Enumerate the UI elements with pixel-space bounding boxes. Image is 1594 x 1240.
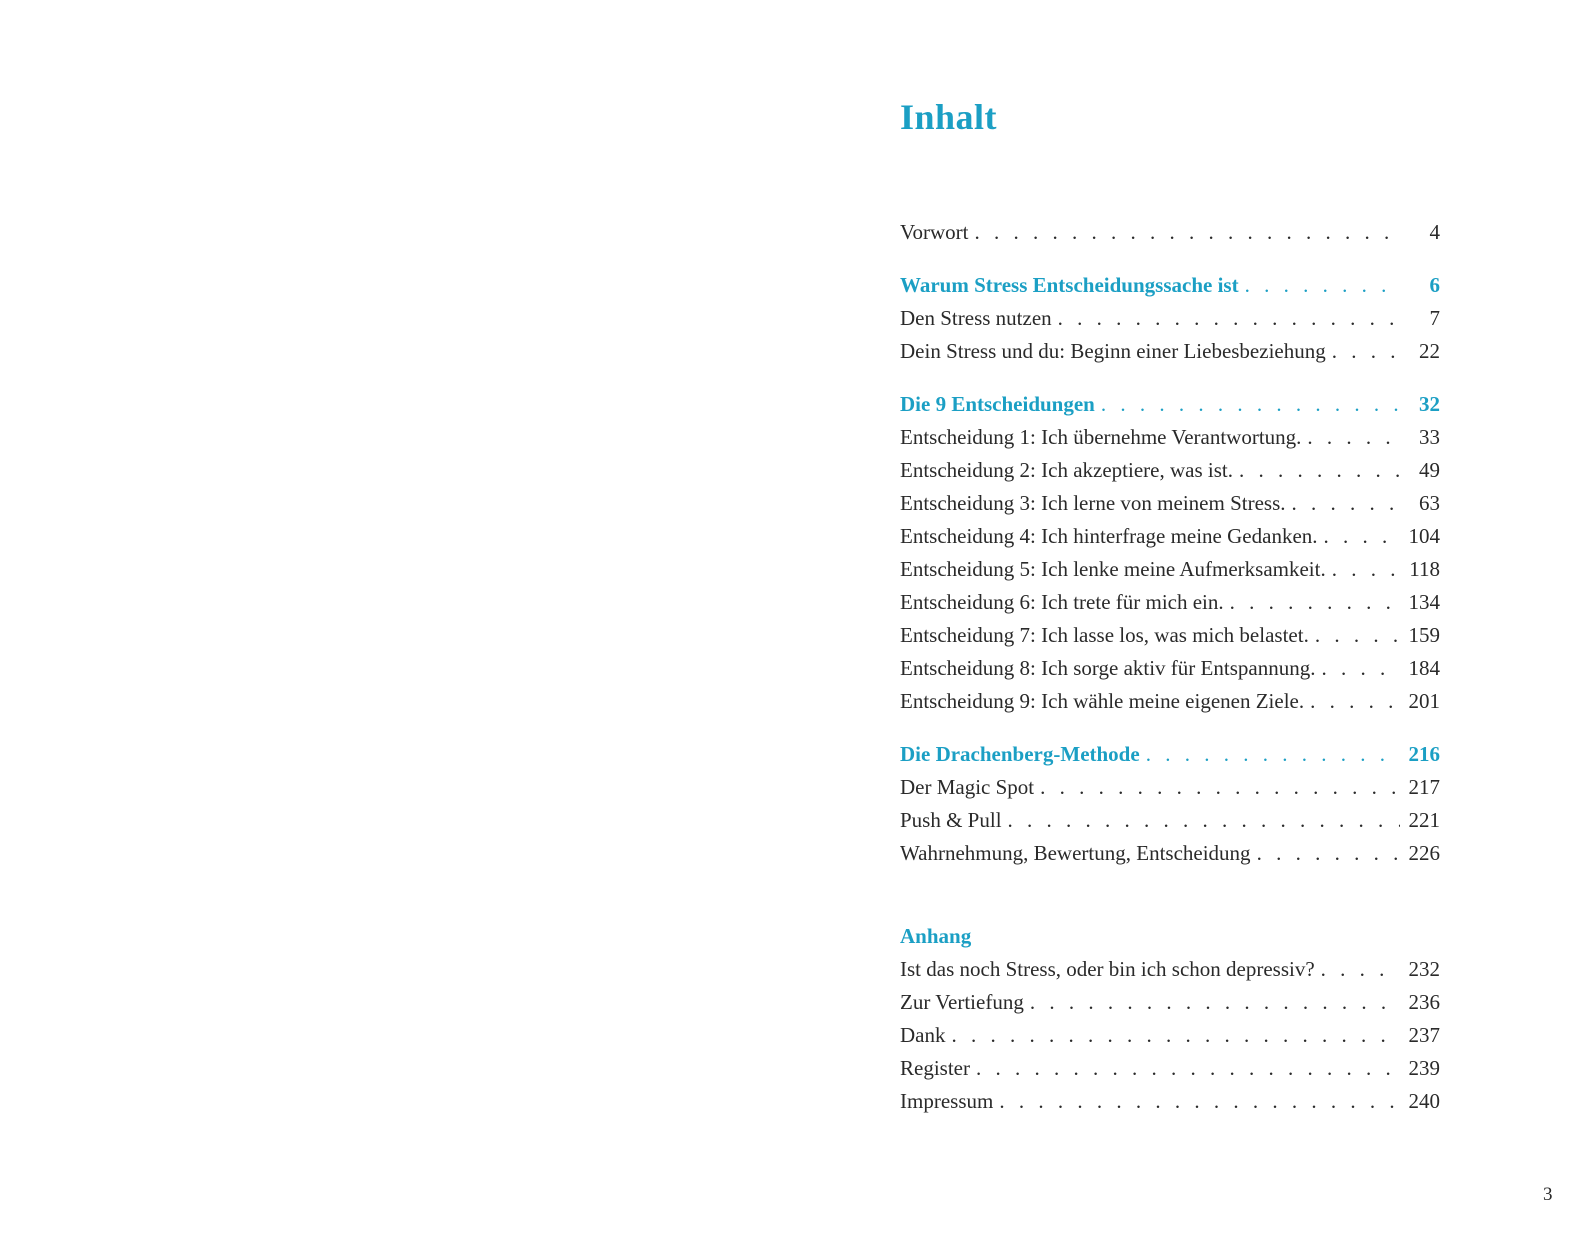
toc-page: 32 (1419, 392, 1440, 416)
toc-leader (1307, 421, 1400, 454)
toc-leader (1310, 685, 1400, 718)
toc-page: 237 (1408, 1023, 1440, 1047)
toc-leader (952, 1019, 1401, 1052)
toc-entry[interactable] (900, 586, 1440, 619)
toc-label: Wahrnehmung, Bewertung, Entscheidung (900, 841, 1251, 865)
toc-page: 22 (1419, 339, 1440, 363)
toc-label: Entscheidung 4: Ich hinterfrage meine Gedanken. (900, 524, 1318, 548)
toc-entry[interactable] (900, 487, 1440, 520)
toc-leader (1030, 986, 1400, 1019)
toc-section[interactable] (900, 738, 1440, 771)
toc-entry[interactable] (900, 804, 1440, 837)
toc-entry[interactable] (900, 953, 1440, 986)
toc-entry[interactable] (900, 520, 1440, 553)
toc-entry[interactable] (900, 986, 1440, 1019)
toc-entry[interactable] (900, 837, 1440, 870)
toc-leader (1321, 953, 1400, 986)
toc-leader (1321, 652, 1400, 685)
toc-page: 226 (1408, 841, 1440, 865)
toc-leader (999, 1085, 1400, 1118)
toc-leader (1332, 335, 1400, 368)
toc-page: 184 (1408, 656, 1440, 680)
toc-label: Die Drachenberg-Methode (900, 742, 1140, 766)
toc-label: Anhang (900, 924, 972, 948)
toc-leader (1324, 520, 1400, 553)
toc-entry[interactable] (900, 652, 1440, 685)
toc-entry[interactable] (900, 685, 1440, 718)
toc-leader (976, 1052, 1400, 1085)
toc-page: 33 (1419, 425, 1440, 449)
toc-page: 159 (1408, 623, 1440, 647)
toc-page: 236 (1408, 990, 1440, 1014)
toc-label: Zur Vertiefung (900, 990, 1024, 1014)
toc-label: Der Magic Spot (900, 775, 1035, 799)
toc-section[interactable] (900, 388, 1440, 421)
toc-leader (1146, 738, 1400, 771)
toc-label: Entscheidung 3: Ich lerne von meinem Stress. (900, 491, 1286, 515)
toc-leader (1101, 388, 1400, 421)
toc-heading-anhang (900, 920, 1440, 953)
toc-leader (1292, 487, 1401, 520)
toc-label: Warum Stress Entscheidungssache ist (900, 273, 1239, 297)
toc-leader (1058, 302, 1400, 335)
toc-entry[interactable] (900, 216, 1440, 249)
toc-label: Push & Pull (900, 808, 1002, 832)
toc-page: 6 (1429, 273, 1440, 297)
toc-page: 4 (1429, 220, 1440, 244)
toc-page: 201 (1408, 689, 1440, 713)
toc-page: 118 (1409, 557, 1440, 581)
toc-label: Die 9 Entscheidungen (900, 392, 1095, 416)
toc-entry[interactable] (900, 335, 1440, 368)
toc-entry[interactable] (900, 1019, 1440, 1052)
table-of-contents (900, 216, 1440, 1118)
toc-entry[interactable] (900, 302, 1440, 335)
toc-label: Entscheidung 8: Ich sorge aktiv für Entspannung. (900, 656, 1316, 680)
toc-entry[interactable] (900, 421, 1440, 454)
toc-label: Entscheidung 5: Ich lenke meine Aufmerksamkeit. (900, 557, 1326, 581)
toc-label: Dein Stress und du: Beginn einer Liebesbeziehung (900, 339, 1326, 363)
toc-leader (1239, 454, 1400, 487)
toc-label: Vorwort (900, 220, 969, 244)
toc-page: 232 (1408, 957, 1440, 981)
toc-label: Impressum (900, 1089, 994, 1113)
toc-entry[interactable] (900, 619, 1440, 652)
toc-page: 134 (1408, 590, 1440, 614)
toc-entry[interactable] (900, 454, 1440, 487)
toc-label: Ist das noch Stress, oder bin ich schon depressiv? (900, 957, 1315, 981)
toc-page: 240 (1408, 1089, 1440, 1113)
toc-label: Den Stress nutzen (900, 306, 1052, 330)
toc-leader (1230, 586, 1400, 619)
toc-page: 63 (1419, 491, 1440, 515)
toc-page: 7 (1429, 306, 1440, 330)
toc-leader (1008, 804, 1400, 837)
toc-page: 49 (1419, 458, 1440, 482)
toc-page: 221 (1408, 808, 1440, 832)
toc-page: 216 (1408, 742, 1440, 766)
page-title: Inhalt (900, 97, 998, 137)
toc-page: 217 (1408, 775, 1440, 799)
toc-section[interactable] (900, 269, 1440, 302)
toc-leader (974, 216, 1400, 249)
toc-entry[interactable] (900, 1085, 1440, 1118)
toc-label: Entscheidung 2: Ich akzeptiere, was ist. (900, 458, 1233, 482)
toc-leader (1332, 553, 1400, 586)
toc-label: Entscheidung 9: Ich wähle meine eigenen Ziele. (900, 689, 1305, 713)
toc-leader (1245, 269, 1400, 302)
toc-label: Entscheidung 1: Ich übernehme Verantwortung. (900, 425, 1302, 449)
page-number: 3 (1543, 1184, 1553, 1205)
toc-label: Entscheidung 6: Ich trete für mich ein. (900, 590, 1224, 614)
toc-entry[interactable] (900, 771, 1440, 804)
toc-entry[interactable] (900, 553, 1440, 586)
toc-label: Register (900, 1056, 970, 1080)
toc-leader (1257, 837, 1400, 870)
toc-leader (1040, 771, 1400, 804)
toc-label: Entscheidung 7: Ich lasse los, was mich belastet. (900, 623, 1309, 647)
toc-label: Dank (900, 1023, 946, 1047)
toc-page: 239 (1408, 1056, 1440, 1080)
toc-page: 104 (1408, 524, 1440, 548)
toc-leader (1315, 619, 1400, 652)
toc-entry[interactable] (900, 1052, 1440, 1085)
